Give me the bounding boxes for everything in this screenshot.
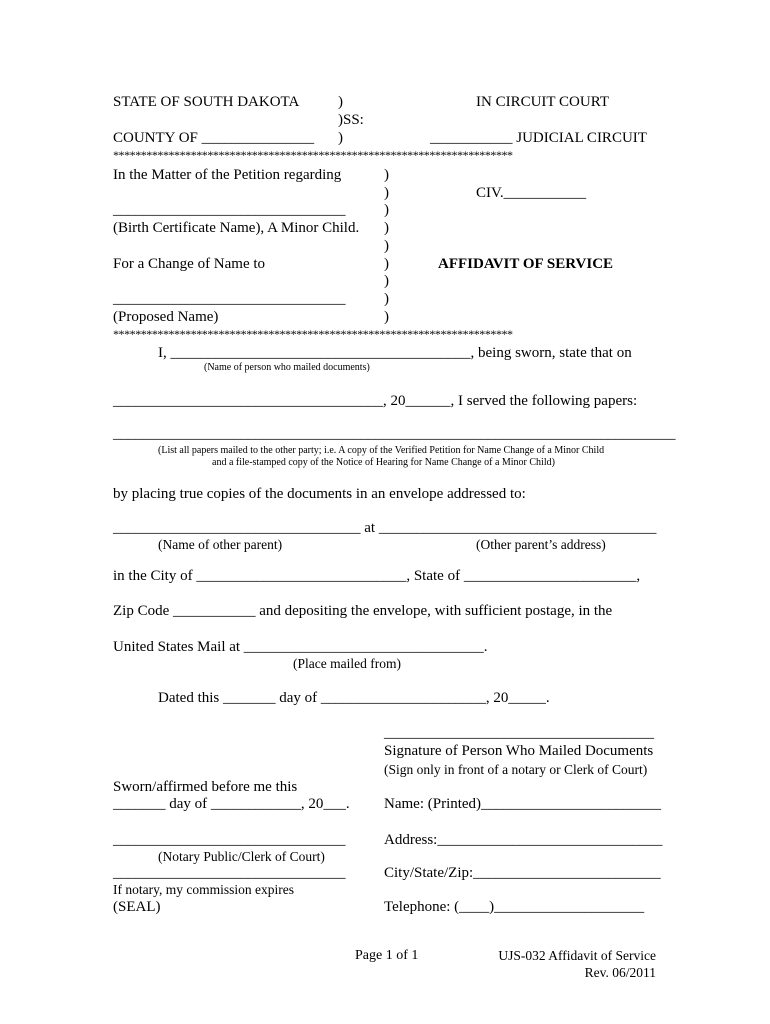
printed-name-field[interactable]: Name: (Printed)________________________: [384, 796, 662, 812]
matter-paren: ): [384, 291, 389, 307]
form-id: UJS-032 Affidavit of Service: [498, 948, 656, 963]
notary-signature-field[interactable]: _______________________________: [113, 832, 346, 848]
ss-label: )SS:: [338, 112, 364, 128]
city-state-zip-field[interactable]: City/State/Zip:_________________________: [384, 865, 661, 881]
dated-line[interactable]: Dated this _______ day of ______________________, 20_____.: [158, 690, 550, 706]
proposed-name-field[interactable]: _______________________________: [113, 291, 346, 307]
matter-label: In the Matter of the Petition regarding: [113, 167, 342, 183]
matter-paren: ): [384, 167, 389, 183]
commission-field[interactable]: _______________________________: [113, 865, 346, 881]
served-date-line[interactable]: ____________________________________, 20______, I served the following papers:: [113, 393, 638, 409]
state-label: STATE OF SOUTH DAKOTA: [113, 94, 300, 110]
address-field[interactable]: Address:______________________________: [384, 832, 663, 848]
change-name-label: For a Change of Name to: [113, 256, 266, 272]
papers-caption: and a file-stamped copy of the Notice of Hearing for Name Change of a Minor Child): [212, 457, 555, 468]
papers-caption: (List all papers mailed to the other party; i.e. A copy of the Verified Petition for Name Change of a Minor Child: [158, 445, 605, 456]
telephone-field[interactable]: Telephone: (____)____________________: [384, 899, 645, 915]
civ-field[interactable]: CIV.___________: [476, 185, 587, 201]
proposed-name-caption: (Proposed Name): [113, 309, 219, 325]
birth-name-field[interactable]: _______________________________: [113, 202, 346, 218]
caption-paren: ): [338, 94, 343, 110]
signature-field[interactable]: ____________________________________: [384, 725, 654, 741]
matter-paren: ): [384, 185, 389, 201]
birth-name-caption: (Birth Certificate Name), A Minor Child.: [113, 220, 360, 236]
zip-line[interactable]: Zip Code ___________ and depositing the envelope, with sufficient postage, in the: [113, 603, 613, 619]
mailed-at-line[interactable]: United States Mail at ________________________________.: [113, 639, 488, 655]
caption-paren: ): [338, 130, 343, 146]
county-field[interactable]: COUNTY OF _______________: [113, 130, 315, 146]
matter-paren: ): [384, 220, 389, 236]
commission-label: If notary, my commission expires: [113, 882, 294, 897]
city-state-line[interactable]: in the City of ____________________________, State of _______________________,: [113, 568, 641, 584]
sworn-statement-line[interactable]: I, ________________________________________, being sworn, state that on: [158, 345, 632, 361]
placing-text: by placing true copies of the documents in an envelope addressed to:: [113, 486, 526, 502]
sworn-label: Sworn/affirmed before me this: [113, 779, 298, 795]
place-caption: (Place mailed from): [293, 656, 401, 671]
revision-date: Rev. 06/2011: [584, 965, 656, 980]
matter-paren: ): [384, 238, 389, 254]
addressee-line[interactable]: _________________________________ at _____________________________________: [113, 520, 657, 536]
name-caption: (Name of person who mailed documents): [204, 362, 370, 373]
court-label: IN CIRCUIT COURT: [476, 94, 609, 110]
signature-note: (Sign only in front of a notary or Clerk of Court): [384, 762, 648, 777]
seal-label: (SEAL): [113, 899, 161, 915]
other-parent-caption: (Name of other parent): [158, 537, 283, 552]
notary-date-line[interactable]: _______ day of ____________, 20___.: [113, 796, 350, 812]
matter-paren: ): [384, 202, 389, 218]
matter-paren: ): [384, 273, 389, 289]
page-number: Page 1 of 1: [355, 948, 419, 963]
judicial-circuit-field[interactable]: ___________ JUDICIAL CIRCUIT: [430, 130, 647, 146]
papers-field[interactable]: ___________________________________________________________________________: [113, 426, 676, 442]
signature-label: Signature of Person Who Mailed Documents: [384, 743, 654, 759]
other-address-caption: (Other parent’s address): [476, 537, 606, 552]
notary-caption: (Notary Public/Clerk of Court): [158, 849, 325, 864]
matter-paren: ): [384, 309, 389, 325]
matter-paren: ): [384, 256, 389, 272]
separator-stars: ************************************************************************: [113, 327, 513, 341]
separator-stars: ************************************************************************: [113, 148, 513, 162]
document-title: AFFIDAVIT OF SERVICE: [438, 256, 614, 272]
